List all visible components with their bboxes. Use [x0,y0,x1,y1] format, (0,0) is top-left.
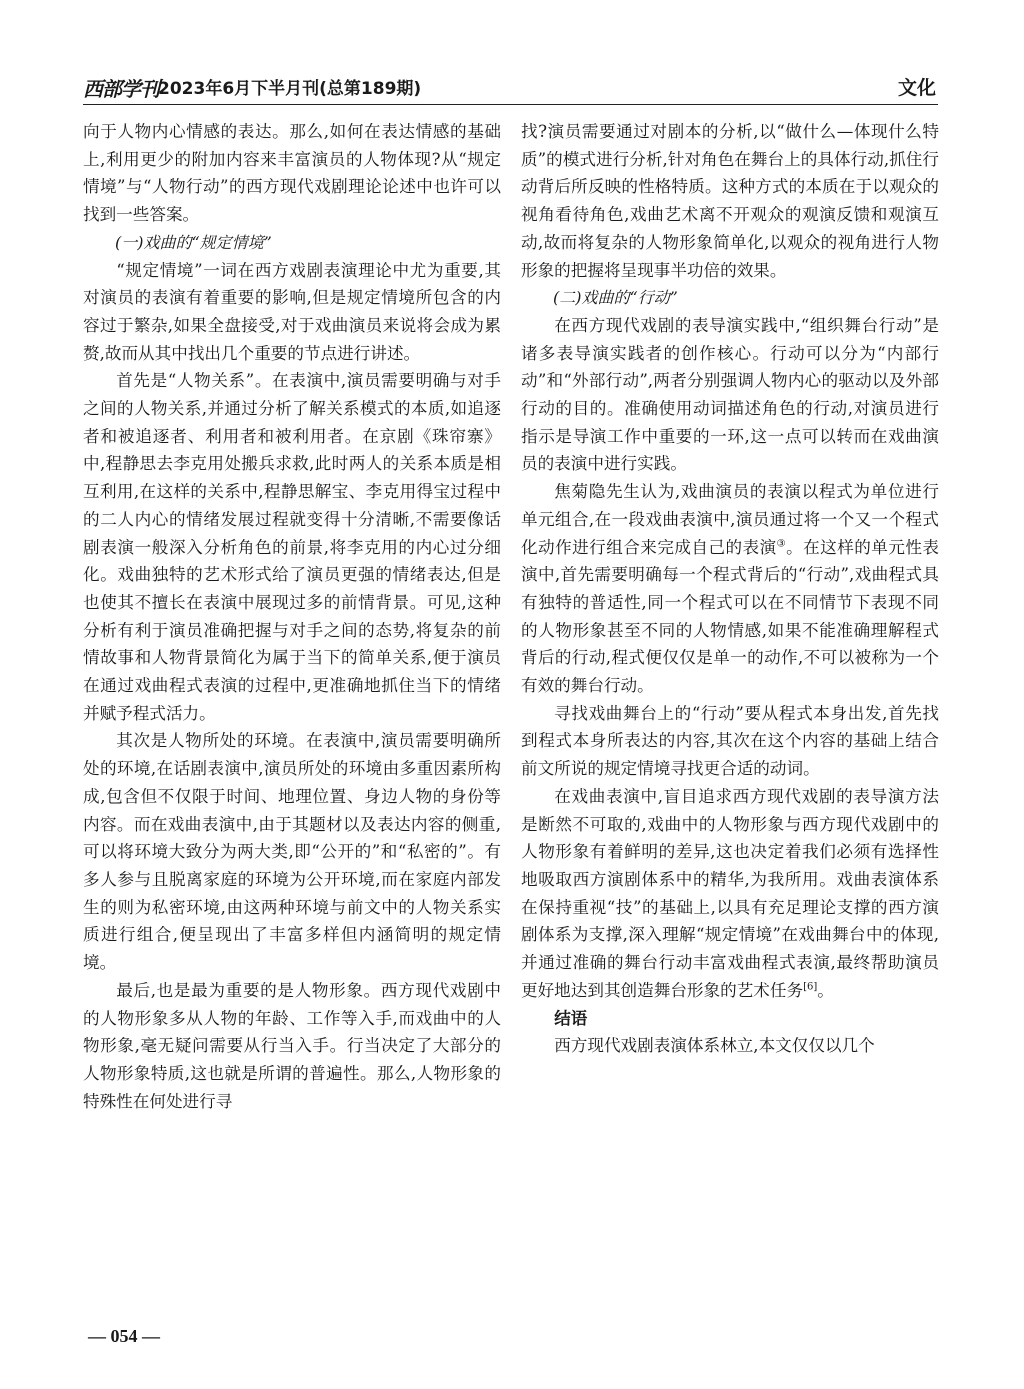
paragraph-text: 。在这样的单元性表演中,首先需要明确每一个程式背后的“行动”,戏曲程式具有独特的普适性,同一个程式可以在不同情节下表现不同的人物形象甚至不同的人物情感,如果不能准确理解程式背后的行动,程式便仅仅是单一的动作,不可以被称为一个有效的舞台行动。 [521,537,939,696]
paragraph: 首先是“人物关系”。在表演中,演员需要明确与对手之间的人物关系,并通过分析了解关系模式的本质,如追逐者和被追逐者、利用者和被利用者。在京剧《珠帘寨》中,程静思去李克用处搬兵求救,此时两人的关系本质是相互利用,在这样的关系中,程静思解宝、李克用得宝过程中的二人内心的情绪发展过程就变得十分清晰,不需要像话剧表演一般深入分析角色的前景,将李克用的内心过分细化。戏曲独特的艺术形式给了演员更强的情绪表达,但是也使其不擅长在表演中展现过多的前情背景。可见,这种分析有利于演员准确把握与对手之间的态势,将复杂的前情故事和人物背景简化为属于当下的简单关系,便于演员在通过戏曲程式表演的过程中,更准确地抓住当下的情绪并赋予程式活力。 [83,371,501,723]
paragraph: 向于人物内心情感的表达。那么,如何在表达情感的基础上,利用更少的附加内容来丰富演员的人物体现?从“规定情境”与“人物行动”的西方现代戏剧理论论述中也许可以找到一些答案。 [83,122,501,225]
paragraph: 西方现代戏剧表演体系林立,本文仅仅以几个 [554,1036,875,1056]
page-number: — 054 — [88,1326,160,1346]
left-column [83,118,501,1298]
section-heading: 结语 [554,1008,588,1028]
subheading: (二)戏曲的“行动” [553,288,678,308]
issue-info: 2023年6月下半月刊(总第189期) [158,79,422,99]
citation-marker: [6] [803,981,818,993]
right-column [521,118,939,1298]
journal-logo: 西部学刊 [83,77,159,101]
running-header [83,70,938,105]
paragraph [521,478,939,700]
paragraph: 最后,也是最为重要的是人物形象。西方现代戏剧中的人物形象多从人物的年龄、工作等入手,而戏曲中的人物形象,毫无疑问需要从行当入手。行当决定了大部分的人物形象特质,这也就是所谓的普遍性。那么,人物形象的特殊性在何处进行寻 [83,980,501,1111]
paragraph: 在西方现代戏剧的表导演实践中,“组织舞台行动”是诸多表导演实践者的创作核心。行动可以分为“内部行动”和“外部行动”,两者分别强调人物内心的驱动以及外部行动的目的。准确使用动词描述角色的行动,对演员进行指示是导演工作中重要的一环,这一点可以转而在戏曲演员的表演中进行实践。 [521,315,939,474]
footnote-marker: ③ [776,538,787,550]
paragraph-text: 在戏曲表演中,盲目追求西方现代戏剧的表导演方法是断然不可取的,戏曲中的人物形象与西方现代戏剧中的人物形象有着鲜明的差异,这也决定着我们必须有选择性地吸取西方演剧体系中的精华,为我所用。戏曲表演体系在保持重视“技”的基础上,以具有充足理论支撑的西方演剧体系为支撑,深入理解“规定情境”在戏曲舞台中的体现,并通过准确的舞台行动丰富戏曲程式表演,最终帮助演员更好地达到其创造舞台形象的艺术任务 [521,786,939,1000]
paragraph: “规定情境”一词在西方戏剧表演理论中尤为重要,其对演员的表演有着重要的影响,但是规定情境所包含的内容过于繁杂,如果全盘接受,对于戏曲演员来说将会成为累赘,故而从其中找出几个重要的节点进行讲述。 [83,260,501,363]
paragraph: 寻找戏曲舞台上的“行动”要从程式本身出发,首先找到程式本身所表达的内容,其次在这个内容的基础上结合前文所说的规定情境寻找更合适的动词。 [521,703,939,779]
paragraph-text: 。 [817,980,834,1000]
paragraph: 其次是人物所处的环境。在表演中,演员需要明确所处的环境,在话剧表演中,演员所处的环境由多重因素所构成,包含但不仅限于时间、地理位置、身边人物的身份等内容。而在戏曲表演中,由于其题材以及表达内容的侧重,可以将环境大致分为两大类,即“公开的”和“私密的”。有多人参与且脱离家庭的环境为公开环境,而在家庭内部发生的则为私密环境,由这两种环境与前文中的人物关系实质进行组合,便呈现出了丰富多样但内涵简明的规定情境。 [83,731,501,973]
paragraph [521,783,939,1005]
section-name: 文化 [897,77,936,99]
subheading: (一)戏曲的“规定情境” [115,232,272,252]
paragraph: 找?演员需要通过对剧本的分析,以“做什么—体现什么特质”的模式进行分析,针对角色在舞台上的具体行动,抓住行动背后所反映的性格特质。这种方式的本质在于以观众的视角看待角色,戏曲艺术离不开观众的观演反馈和观演互动,故而将复杂的人物形象简单化,以观众的视角进行人物形象的把握将呈现事半功倍的效果。 [521,122,939,280]
paragraph-text: 焦菊隐先生认为,戏曲演员的表演以程式为单位进行单元组合,在一段戏曲表演中,演员通过将一个又一个程式化动作进行组合来完成自己的表演 [521,482,939,557]
